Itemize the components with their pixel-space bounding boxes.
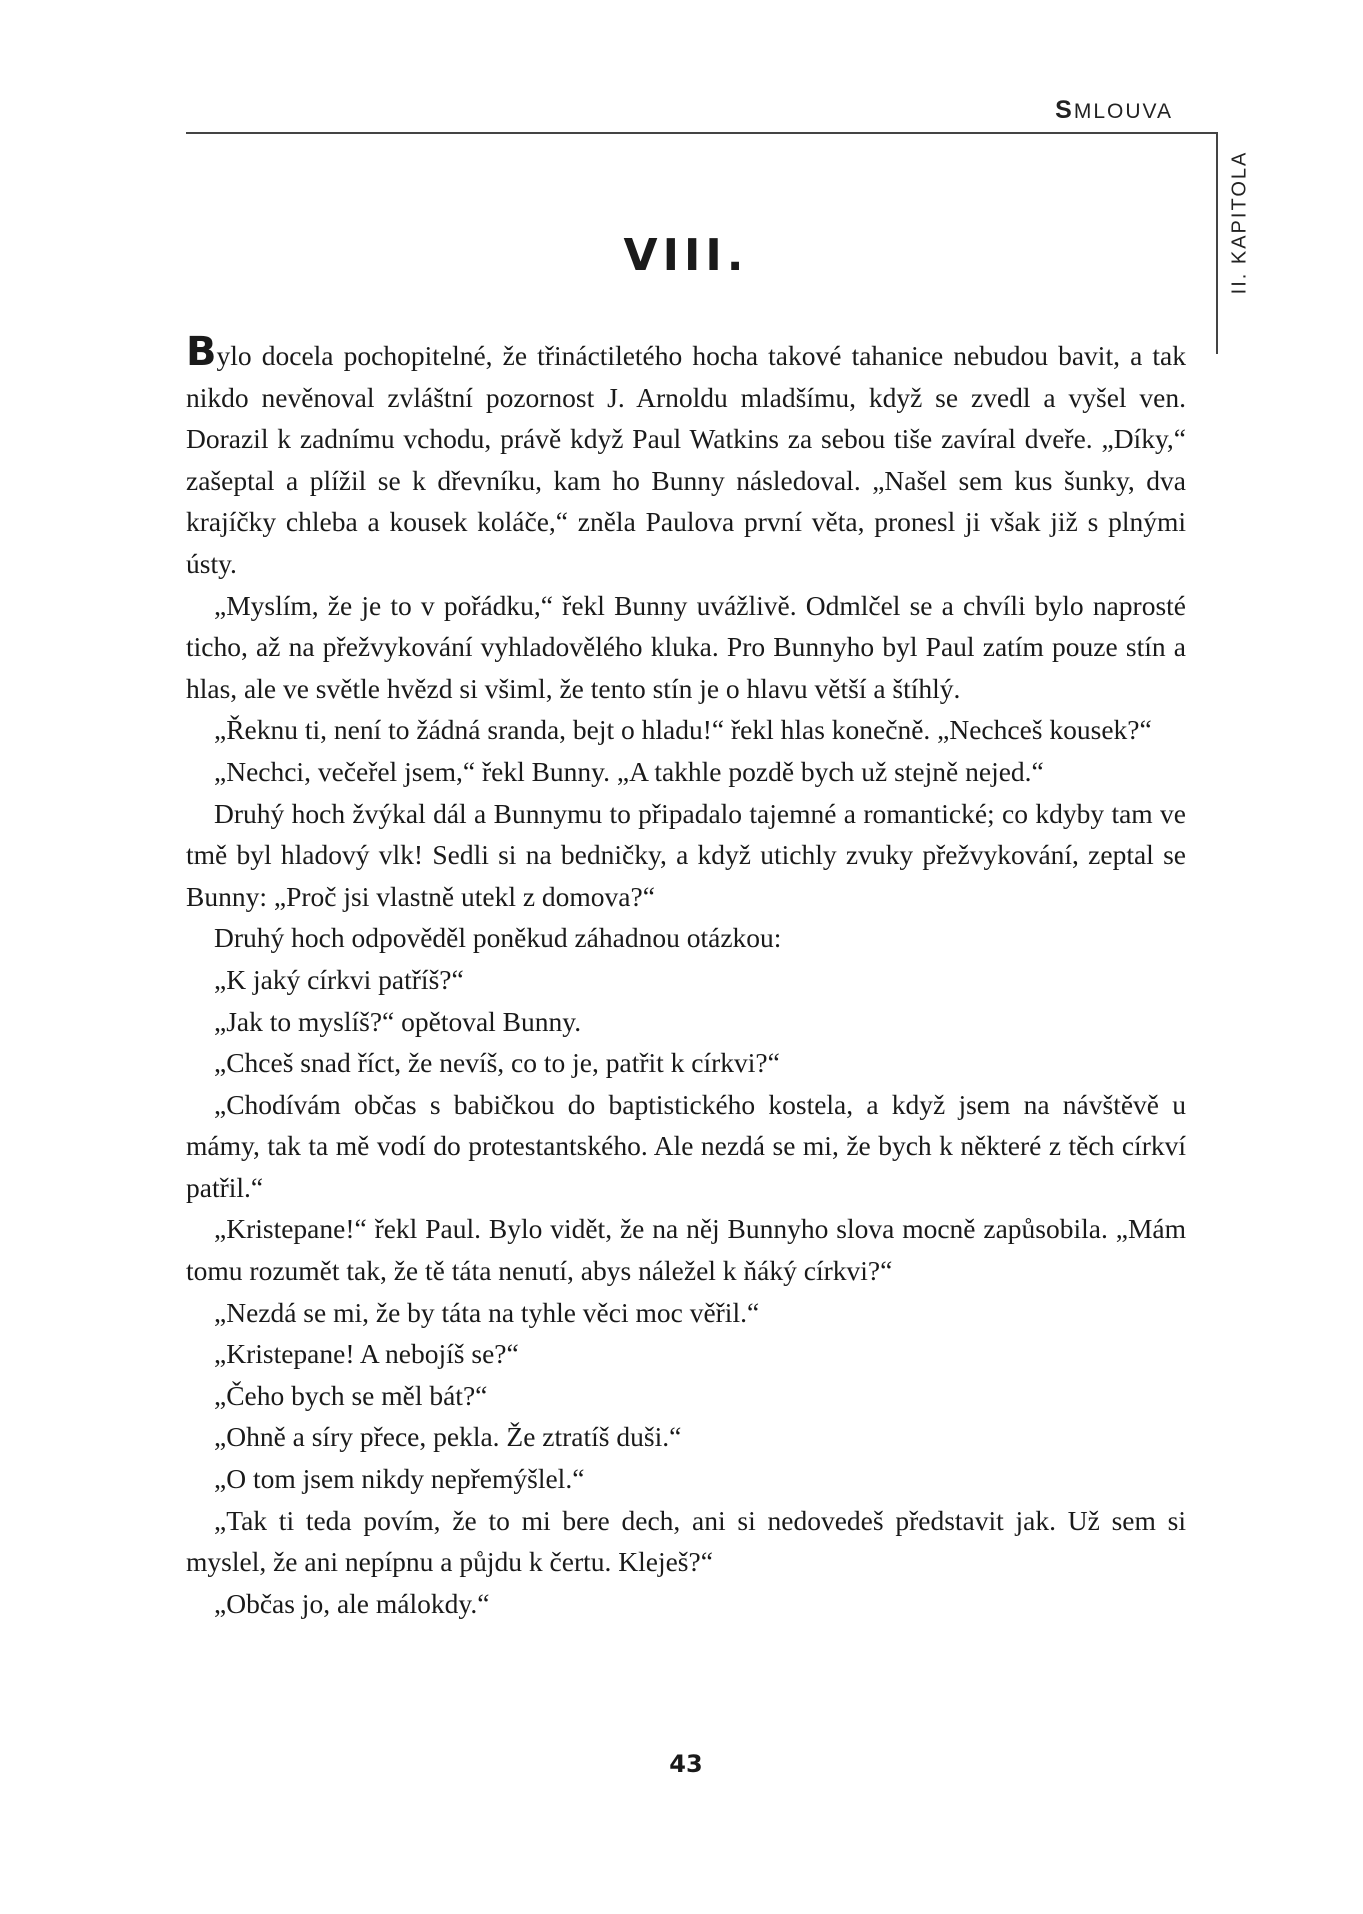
side-chapter-label <box>1220 132 1260 312</box>
first-paragraph <box>186 329 1186 585</box>
paragraph: „Nechci, večeřel jsem,“ řekl Bunny. „A takhle pozdě bych už stejně nejed.“ <box>214 755 1044 787</box>
body-text <box>186 329 1186 1624</box>
drop-cap: B <box>186 329 217 375</box>
paragraph: „Chodívám občas s babičkou do baptistického kostela, a když jsem na návštěvě u mámy, tak ta mě vodí do protestantského. Ale nezdá se mi, že bych k některé z těch církví patřil.“ <box>186 1088 1186 1203</box>
paragraph: Druhý hoch žvýkal dál a Bunnymu to připadalo tajemné a romantické; co kdyby tam ve tmě byl hladový vlk! Sedli si na bedničky, a když utichly zvuky přežvykování, zeptal se Bunny: „Proč jsi vlastně utekl z domova?“ <box>186 797 1186 912</box>
running-head-rest: MLOUVA <box>1073 100 1173 123</box>
paragraph: „K jaký církvi patříš?“ <box>214 963 464 995</box>
paragraph: „Nezdá se mi, že by táta na tyhle věci moc věřil.“ <box>214 1296 760 1328</box>
paragraph: „Kristepane! A nebojíš se?“ <box>214 1338 519 1370</box>
first-paragraph-text: ylo docela pochopitelné, že třináctiletého hocha takové tahanice nebudou bavit, a tak nikdo nevěnoval zvláštní pozornost J. Arnoldu mladšímu, když se zvedl a vyšel ven. Dorazil k zadnímu vchodu, právě když Paul Watkins za sebou tiše zavíral dveře. „Díky,“ zašeptal a plížil se k dřevníku, kam ho Bunny následoval. „Našel sem kus šunky, dva krajíčky chleba a kousek koláče,“ zněla Paulova první věta, pronesl ji však již s plnými ústy. <box>186 340 1186 579</box>
running-head <box>1055 96 1173 125</box>
side-chapter-label-text: II. KAPITOLA <box>1228 150 1251 294</box>
paragraph: Druhý hoch odpověděl poněkud záhadnou otázkou: <box>214 922 782 954</box>
paragraph: „Občas jo, ale málokdy.“ <box>214 1587 490 1619</box>
chapter-heading: VIII. <box>623 230 749 281</box>
paragraph: „O tom jsem nikdy nepřemýšlel.“ <box>214 1463 585 1495</box>
paragraph: „Řeknu ti, není to žádná sranda, bejt o hladu!“ řekl hlas konečně. „Nechceš kousek?“ <box>214 714 1152 746</box>
header-rule <box>186 132 1218 134</box>
paragraph: „Myslím, že je to v pořádku,“ řekl Bunny uvážlivě. Odmlčel se a chvíli bylo naprosté ticho, až na přežvykování vyhladovělého kluka. Pro Bunnyho byl Paul zatím pouze stín a hlas, ale ve světle hvězd si všiml, že tento stín je o hlavu větší a štíhlý. <box>186 589 1186 704</box>
paragraph: „Chceš snad říct, že nevíš, co to je, patřit k církvi?“ <box>214 1047 780 1079</box>
paragraph: „Jak to myslíš?“ opětoval Bunny. <box>214 1005 582 1037</box>
page-number: 43 <box>669 1750 703 1778</box>
running-head-initial: S <box>1055 96 1074 124</box>
paragraph: „Čeho bych se měl bát?“ <box>214 1379 488 1411</box>
paragraph: „Kristepane!“ řekl Paul. Bylo vidět, že na něj Bunnyho slova mocně zapůsobila. „Mám tomu rozumět tak, že tě táta nenutí, abys náležel k ňáký církvi?“ <box>186 1213 1186 1287</box>
side-rule <box>1216 132 1218 354</box>
paragraph: „Ohně a síry přece, pekla. Že ztratíš duši.“ <box>214 1421 682 1453</box>
paragraph: „Tak ti teda povím, že to mi bere dech, ani si nedovedeš představit jak. Už sem si myslel, že ani nepípnu a půjdu k čertu. Kleješ?“ <box>186 1504 1186 1578</box>
